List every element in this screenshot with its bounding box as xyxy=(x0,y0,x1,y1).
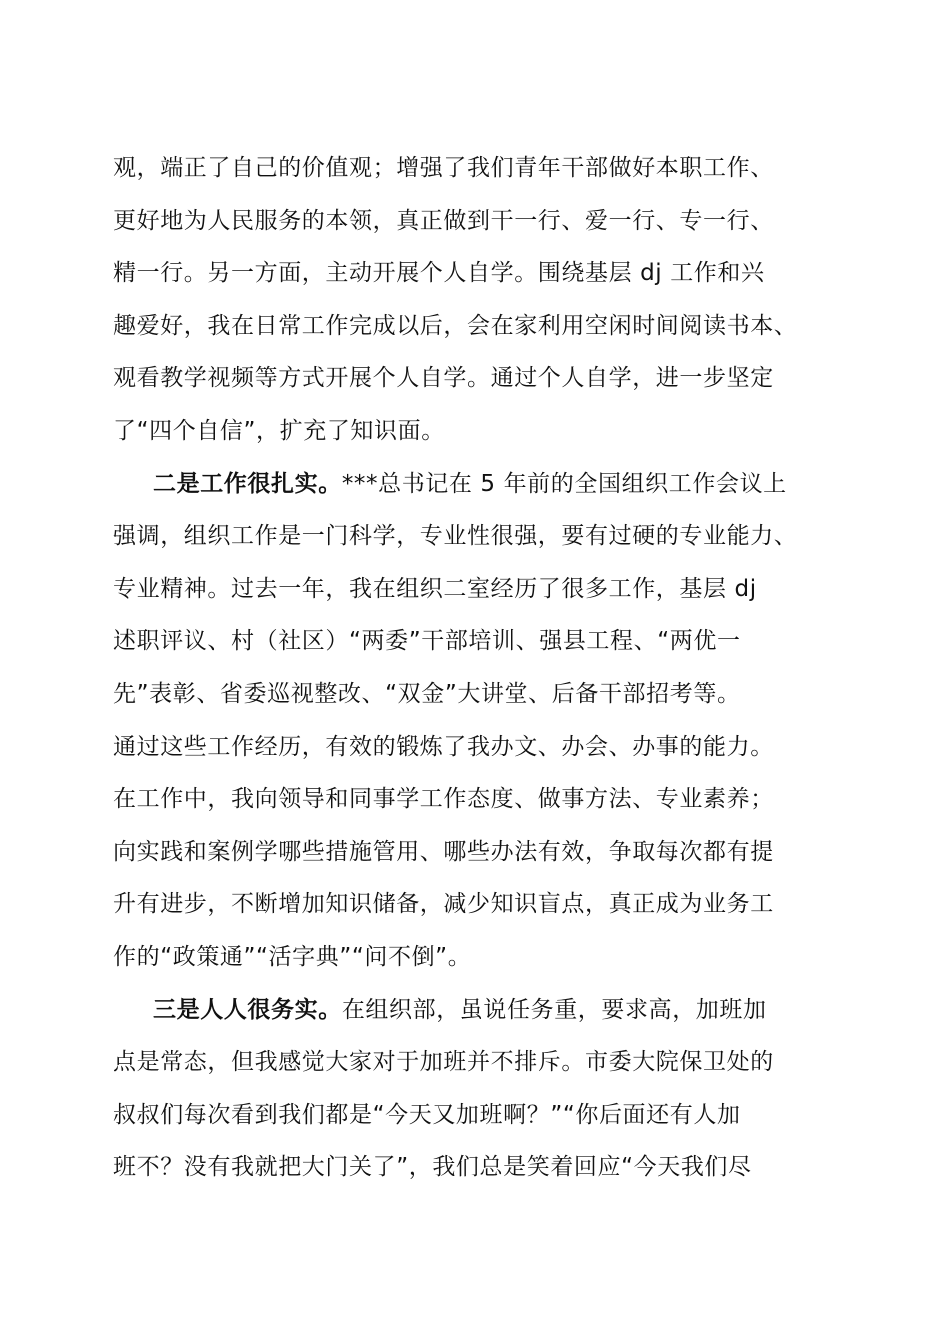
paragraph-line: 述职评议、村（社区）“两委”干部培训、强县工程、“两优一 xyxy=(113,628,741,655)
section-heading: 三是人人很务实。 xyxy=(153,996,342,1023)
paragraph-first-line xyxy=(113,984,853,1037)
document-body xyxy=(113,142,853,1194)
paragraph-text: ***总书记在 5 年前的全国组织工作会议上 xyxy=(341,470,787,497)
paragraph-text: 在组织部，虽说任务重，要求高，加班加 xyxy=(341,996,767,1023)
paragraph-line: 班不？没有我就把大门关了”，我们总是笑着回应“今天我们尽 xyxy=(113,1154,752,1181)
paragraph-line: 观看教学视频等方式开展个人自学。通过个人自学，进一步坚定 xyxy=(113,365,774,392)
paragraph-line: 了“四个自信”，扩充了知识面。 xyxy=(113,417,445,444)
paragraph-line: 通过这些工作经历，有效的锻炼了我办文、办会、办事的能力。 xyxy=(113,733,774,760)
section-heading: 二是工作很扎实。 xyxy=(153,470,342,497)
paragraph-line: 点是常态，但我感觉大家对于加班并不排斥。市委大院保卫处的 xyxy=(113,1049,774,1076)
paragraph-line: 作的“政策通”“活字典”“问不倒”。 xyxy=(113,943,472,970)
paragraph-line: 趣爱好，我在日常工作完成以后，会在家利用空闲时间阅读书本、 xyxy=(113,312,798,339)
paragraph-line: 升有进步，不断增加知识储备，减少知识盲点，真正成为业务工 xyxy=(113,891,774,918)
paragraph-line: 先”表彰、省委巡视整改、“双金”大讲堂、后备干部招考等。 xyxy=(113,680,741,707)
paragraph-line: 在工作中，我向领导和同事学工作态度、做事方法、专业素养； xyxy=(113,786,774,813)
paragraph-first-line xyxy=(113,458,853,511)
paragraph-line: 强调，组织工作是一门科学，专业性很强，要有过硬的专业能力、 xyxy=(113,523,798,550)
paragraph-line: 更好地为人民服务的本领，真正做到干一行、爱一行、专一行、 xyxy=(113,207,774,234)
paragraph-line: 专业精神。过去一年，我在组织二室经历了很多工作，基层 dj xyxy=(113,575,757,602)
paragraph-line: 观，端正了自己的价值观；增强了我们青年干部做好本职工作、 xyxy=(113,155,774,181)
paragraph-line: 精一行。另一方面，主动开展个人自学。围绕基层 dj 工作和兴 xyxy=(113,260,765,287)
paragraph-line: 叔叔们每次看到我们都是“今天又加班啊？”“你后面还有人加 xyxy=(113,1101,741,1128)
paragraph-line: 向实践和案例学哪些措施管用、哪些办法有效，争取每次都有提 xyxy=(113,838,774,865)
